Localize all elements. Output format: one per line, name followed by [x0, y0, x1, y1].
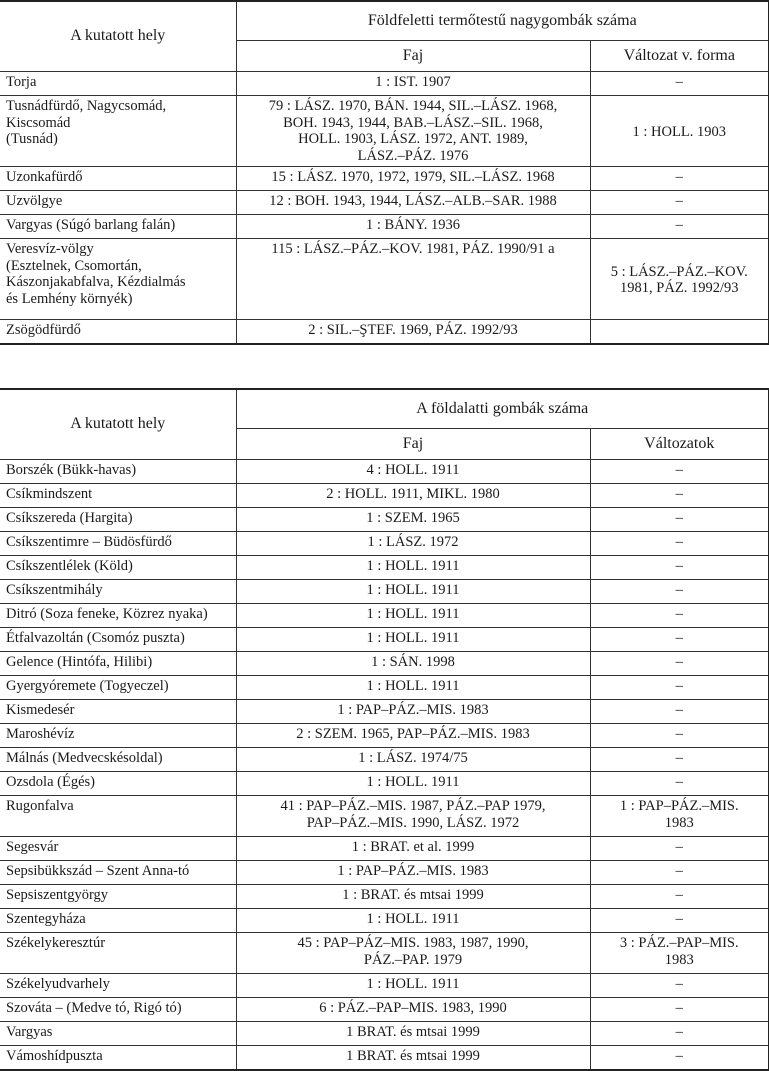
place-cell: Vámoshídpuszta [0, 1046, 236, 1070]
species-cell: 1 : HOLL. 1911 [236, 556, 590, 580]
variety-cell: – [590, 460, 769, 484]
table-row [0, 484, 769, 508]
place-cell: Sepsibükkszád – Szent Anna-tó [0, 861, 236, 885]
table-row [0, 604, 769, 628]
species-cell: 1 : HOLL. 1911 [236, 909, 590, 933]
species-cell: 2 : SIL.–ŞTEF. 1969, PÁZ. 1992/93 [236, 320, 590, 344]
table-row [0, 772, 769, 796]
variety-cell: – [590, 1022, 769, 1046]
table-row [0, 239, 769, 320]
species-cell: 1 : LÁSZ. 1972 [236, 532, 590, 556]
place-cell: Maroshévíz [0, 724, 236, 748]
table-row [0, 652, 769, 676]
place-cell: Székelykeresztúr [0, 933, 236, 974]
table-row [0, 72, 769, 96]
species-cell: 1 : HOLL. 1911 [236, 772, 590, 796]
species-cell: 1 : IST. 1907 [236, 72, 590, 96]
place-cell: Ozsdola (Égés) [0, 772, 236, 796]
species-cell: 1 : SZEM. 1965 [236, 508, 590, 532]
table-row [0, 724, 769, 748]
species-cell: 12 : BOH. 1943, 1944, LÁSZ.–ALB.–SAR. 1988 [236, 191, 590, 215]
place-cell: Vargyas (Súgó barlang falán) [0, 215, 236, 239]
table-row [0, 974, 769, 998]
table-row [0, 96, 769, 167]
species-cell: 1 : HOLL. 1911 [236, 580, 590, 604]
variety-cell: – [590, 772, 769, 796]
variety-cell: – [590, 484, 769, 508]
species-cell: 1 : HOLL. 1911 [236, 676, 590, 700]
above-ground-fungi-table [0, 0, 769, 345]
place-cell: Szováta – (Medve tó, Rigó tó) [0, 998, 236, 1022]
table-row [0, 700, 769, 724]
species-cell: 115 : LÁSZ.–PÁZ.–KOV. 1981, PÁZ. 1990/91 a [236, 239, 590, 320]
variety-cell: – [590, 837, 769, 861]
variety-cell: – [590, 628, 769, 652]
variety-cell: – [590, 909, 769, 933]
variety-cell: – [590, 885, 769, 909]
place-cell: Zsögödfürdő [0, 320, 236, 344]
variety-cell: 1 : PAP–PÁZ.–MIS. 1983 [590, 796, 769, 837]
variety-cell: – [590, 508, 769, 532]
species-cell: 1 : HOLL. 1911 [236, 628, 590, 652]
variety-cell: – [590, 580, 769, 604]
species-cell: 2 : SZEM. 1965, PAP–PÁZ.–MIS. 1983 [236, 724, 590, 748]
variety-cell: – [590, 532, 769, 556]
place-column-header: A kutatott hely [0, 1, 236, 72]
species-cell: 1 : BÁNY. 1936 [236, 215, 590, 239]
variety-cell: – [590, 604, 769, 628]
table-row [0, 215, 769, 239]
species-cell: 79 : LÁSZ. 1970, BÁN. 1944, SIL.–LÁSZ. 1968, BOH. 1943, 1944, BAB.–LÁSZ.–SIL. 1968, HOLL. 1903, LÁSZ. 1972, ANT. 1989, LÁSZ.–PÁZ. 1976 [236, 96, 590, 167]
place-cell: Csíkszentmihály [0, 580, 236, 604]
species-cell: 1 : BRAT. és mtsai 1999 [236, 885, 590, 909]
place-column-header: A kutatott hely [0, 389, 236, 460]
table-row [0, 676, 769, 700]
table-row [0, 885, 769, 909]
table-row [0, 1022, 769, 1046]
species-cell: 1 BRAT. és mtsai 1999 [236, 1046, 590, 1070]
variety-cell: – [590, 191, 769, 215]
place-cell: Vargyas [0, 1022, 236, 1046]
variety-column-header: Változat v. forma [590, 41, 769, 72]
species-cell: 6 : PÁZ.–PAP–MIS. 1983, 1990 [236, 998, 590, 1022]
species-cell: 1 : HOLL. 1911 [236, 604, 590, 628]
place-cell: Segesvár [0, 837, 236, 861]
species-cell: 1 : LÁSZ. 1974/75 [236, 748, 590, 772]
table-row [0, 628, 769, 652]
table-row [0, 580, 769, 604]
place-cell: Gyergyóremete (Togyeczel) [0, 676, 236, 700]
species-cell: 45 : PAP–PÁZ–MIS. 1983, 1987, 1990, PÁZ.–PAP. 1979 [236, 933, 590, 974]
table-row [0, 909, 769, 933]
group-header: A földalatti gombák száma [236, 389, 769, 429]
table-row [0, 933, 769, 974]
variety-cell: – [590, 652, 769, 676]
species-cell: 2 : HOLL. 1911, MIKL. 1980 [236, 484, 590, 508]
variety-cell: – [590, 700, 769, 724]
species-column-header: Faj [236, 429, 590, 460]
table-row [0, 508, 769, 532]
table-row [0, 748, 769, 772]
place-cell: Csíkszentlélek (Köld) [0, 556, 236, 580]
table-row [0, 320, 769, 344]
variety-cell: – [590, 724, 769, 748]
place-cell: Málnás (Medvecskésoldal) [0, 748, 236, 772]
place-cell: Csíkszentimre – Büdösfürdő [0, 532, 236, 556]
table-row [0, 1046, 769, 1070]
place-cell: Rugonfalva [0, 796, 236, 837]
table-row [0, 796, 769, 837]
table-row [0, 460, 769, 484]
table-body [0, 72, 769, 344]
variety-cell: – [590, 748, 769, 772]
place-cell: Gelence (Hintófa, Hilibi) [0, 652, 236, 676]
variety-cell: – [590, 1046, 769, 1070]
variety-cell: – [590, 676, 769, 700]
place-cell: Étfalvazoltán (Csomóz puszta) [0, 628, 236, 652]
species-cell: 41 : PAP–PÁZ.–MIS. 1987, PÁZ.–PAP 1979, PAP–PÁZ.–MIS. 1990, LÁSZ. 1972 [236, 796, 590, 837]
table-row [0, 998, 769, 1022]
variety-cell: – [590, 974, 769, 998]
table-row [0, 191, 769, 215]
place-cell: Borszék (Bükk-havas) [0, 460, 236, 484]
underground-fungi-table [0, 388, 769, 1071]
variety-cell: – [590, 556, 769, 580]
species-cell: 1 : BRAT. et al. 1999 [236, 837, 590, 861]
species-cell: 1 : PAP–PÁZ.–MIS. 1983 [236, 700, 590, 724]
variety-cell: 5 : LÁSZ.–PÁZ.–KOV. 1981, PÁZ. 1992/93 [590, 239, 769, 320]
table-row [0, 532, 769, 556]
table-row [0, 837, 769, 861]
place-cell: Sepsiszentgyörgy [0, 885, 236, 909]
place-cell: Uzvölgye [0, 191, 236, 215]
table-row [0, 861, 769, 885]
group-header: Földfeletti termőtestű nagygombák száma [236, 1, 769, 41]
variety-cell: – [590, 998, 769, 1022]
variety-cell: – [590, 72, 769, 96]
species-cell: 1 BRAT. és mtsai 1999 [236, 1022, 590, 1046]
place-cell: Székelyudvarhely [0, 974, 236, 998]
variety-cell: – [590, 215, 769, 239]
table-row [0, 167, 769, 191]
species-cell: 1 : PAP–PÁZ.–MIS. 1983 [236, 861, 590, 885]
species-cell: 1 : SÁN. 1998 [236, 652, 590, 676]
place-cell: Veresvíz-völgy (Esztelnek, Csomortán, Kászonjakabfalva, Kézdialmás és Lemhény környék) [0, 239, 236, 320]
place-cell: Torja [0, 72, 236, 96]
species-cell: 1 : HOLL. 1911 [236, 974, 590, 998]
species-column-header: Faj [236, 41, 590, 72]
place-cell: Csíkszereda (Hargita) [0, 508, 236, 532]
species-cell: 15 : LÁSZ. 1970, 1972, 1979, SIL.–LÁSZ. 1968 [236, 167, 590, 191]
place-cell: Uzonkafürdő [0, 167, 236, 191]
variety-cell: – [590, 167, 769, 191]
variety-cell: 1 : HOLL. 1903 [590, 96, 769, 167]
place-cell: Ditró (Soza feneke, Közrez nyaka) [0, 604, 236, 628]
variety-cell: 3 : PÁZ.–PAP–MIS. 1983 [590, 933, 769, 974]
variety-column-header: Változatok [590, 429, 769, 460]
place-cell: Tusnádfürdő, Nagycsomád, Kiscsomád (Tusnád) [0, 96, 236, 167]
table-body [0, 460, 769, 1070]
place-cell: Szentegyháza [0, 909, 236, 933]
place-cell: Csíkmindszent [0, 484, 236, 508]
variety-cell [590, 320, 769, 344]
place-cell: Kismedesér [0, 700, 236, 724]
table-row [0, 556, 769, 580]
variety-cell: – [590, 861, 769, 885]
species-cell: 4 : HOLL. 1911 [236, 460, 590, 484]
